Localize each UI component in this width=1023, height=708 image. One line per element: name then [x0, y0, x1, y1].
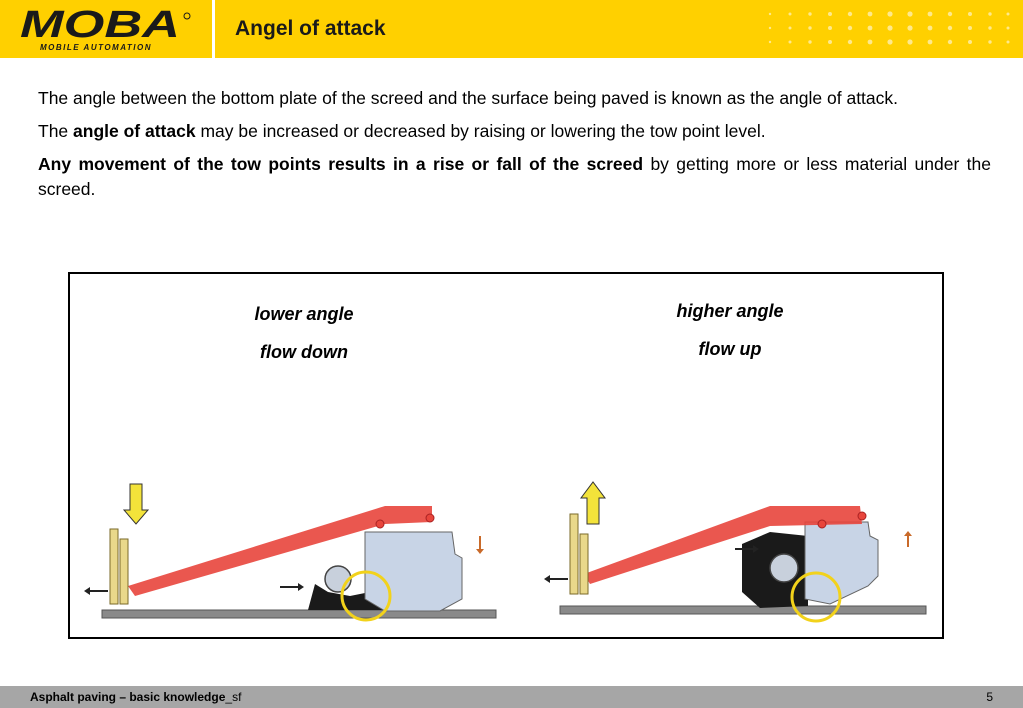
right-screed-body	[805, 522, 878, 604]
slide-title: Angel of attack	[235, 17, 386, 40]
logo-subtitle: MOBILE AUTOMATION	[40, 43, 153, 52]
right-road-surface	[560, 606, 926, 614]
left-arrow-down-icon	[124, 484, 148, 524]
right-caption-1: higher angle	[676, 301, 784, 321]
p2-bold: angle of attack	[73, 121, 196, 141]
logo-wordmark: MOBA	[20, 4, 180, 46]
left-screed-body	[365, 532, 462, 611]
right-caption-2: flow up	[698, 339, 762, 359]
left-tow-cylinder	[110, 529, 118, 604]
left-caption-1: lower angle	[254, 304, 354, 324]
page-number: 5	[986, 690, 993, 704]
decorative-dots	[760, 6, 1015, 52]
paragraph-angle	[38, 119, 991, 144]
footer-bar	[0, 686, 1023, 708]
footer-suffix: _sf	[225, 690, 242, 704]
header-divider	[212, 0, 215, 58]
left-screed-diagram	[84, 484, 496, 620]
right-screed-diagram	[544, 482, 926, 621]
footer-caption	[30, 690, 241, 704]
p3-bold: Any movement of the tow points results in a rise or fall of the screed	[38, 154, 644, 174]
p3-suffix: by getting more or less material under the screed.	[38, 154, 991, 199]
header-bar	[0, 0, 1023, 58]
footer-bold: Asphalt paving – basic knowledge	[30, 690, 226, 704]
paragraph-movement	[38, 152, 991, 202]
right-tow-cylinder	[570, 514, 578, 594]
moba-logo[interactable]	[10, 4, 205, 54]
body-text	[38, 86, 991, 210]
paragraph-definition: The angle between the bottom plate of the screed and the surface being paved is known as the angle of attack.	[38, 88, 899, 108]
left-caption-2: flow down	[260, 342, 348, 362]
right-auger	[770, 554, 798, 582]
right-arrow-up-icon	[581, 482, 605, 524]
p2-suffix: may be increased or decreased by raising or lowering the tow point level.	[195, 121, 766, 141]
p2-prefix: The	[38, 121, 74, 141]
angle-figure	[68, 272, 944, 639]
